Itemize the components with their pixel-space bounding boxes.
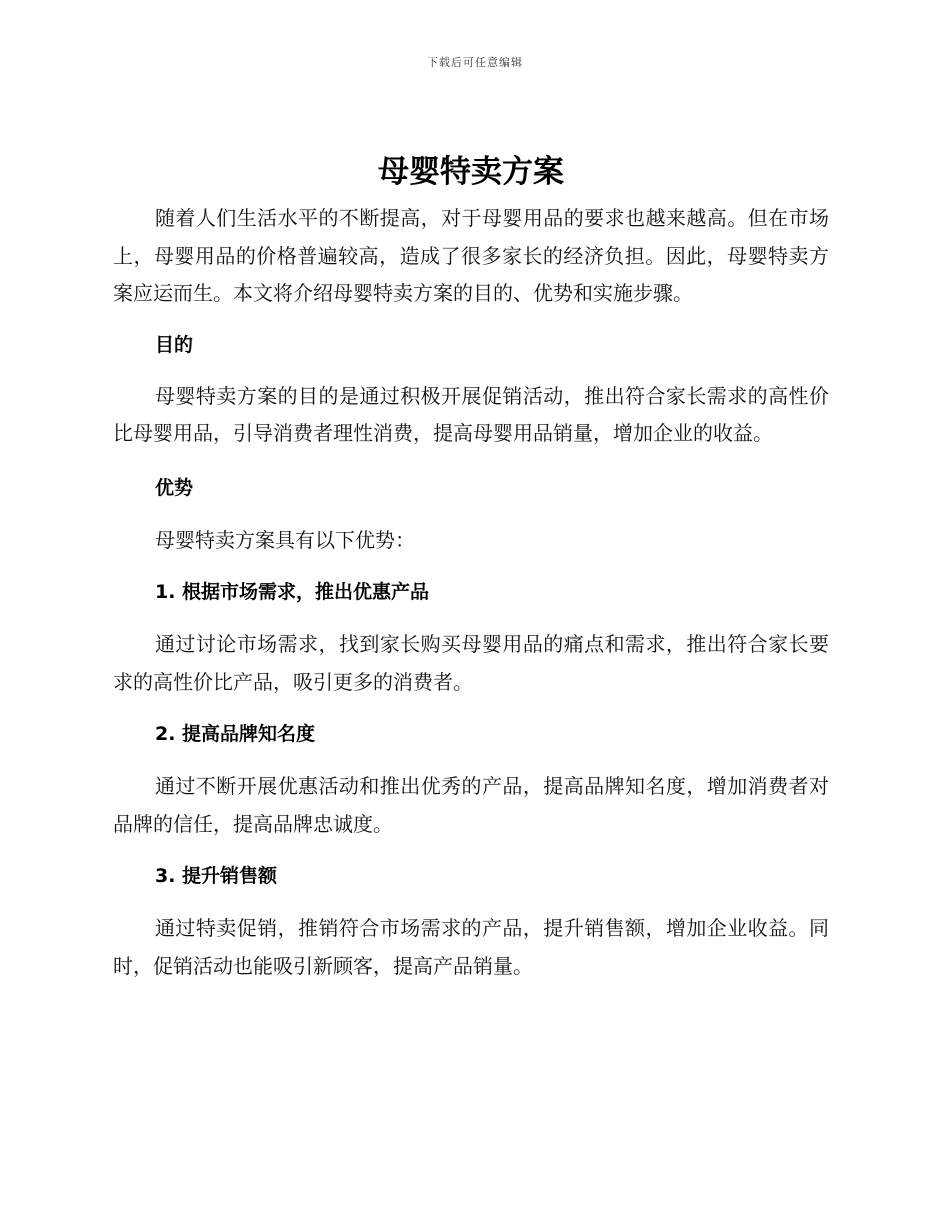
advantage-paragraph-3: 通过特卖促销，推销符合市场需求的产品，提升销售额，增加企业收益。同时，促销活动也能吸引新顾客，提高产品销量。: [113, 916, 829, 978]
advantages-intro-paragraph: 母婴特卖方案具有以下优势：: [155, 527, 415, 552]
section-heading-advantages: 优势: [155, 476, 194, 499]
advantage-paragraph-1: 通过讨论市场需求，找到家长购买母婴用品的痛点和需求，推出符合家长要求的高性价比产品，吸引更多的消费者。: [113, 632, 829, 694]
document-title: 母婴特卖方案: [378, 154, 564, 190]
advantage-heading-3: 3. 提升销售额: [155, 865, 278, 887]
advantage-heading-2: 2. 提高品牌知名度: [155, 723, 316, 745]
intro-paragraph: 随着人们生活水平的不断提高，对于母婴用品的要求也越来越高。但在市场上，母婴用品的价格普遍较高，造成了很多家长的经济负担。因此，母婴特卖方案应运而生。本文将介绍母婴特卖方案的目的、优势和实施步骤。: [113, 206, 829, 305]
advantage-paragraph-2: 通过不断开展优惠活动和推出优秀的产品，提高品牌知名度，增加消费者对品牌的信任，提高品牌忠诚度。: [113, 774, 829, 836]
header-note: 下载后可任意编辑: [427, 56, 523, 69]
document-body: [113, 150, 829, 985]
purpose-paragraph: 母婴特卖方案的目的是通过积极开展促销活动，推出符合家长需求的高性价比母婴用品，引导消费者理性消费，提高母婴用品销量，增加企业的收益。: [113, 383, 829, 445]
advantage-heading-1: 1. 根据市场需求，推出优惠产品: [155, 581, 430, 603]
section-heading-purpose: 目的: [155, 333, 194, 356]
